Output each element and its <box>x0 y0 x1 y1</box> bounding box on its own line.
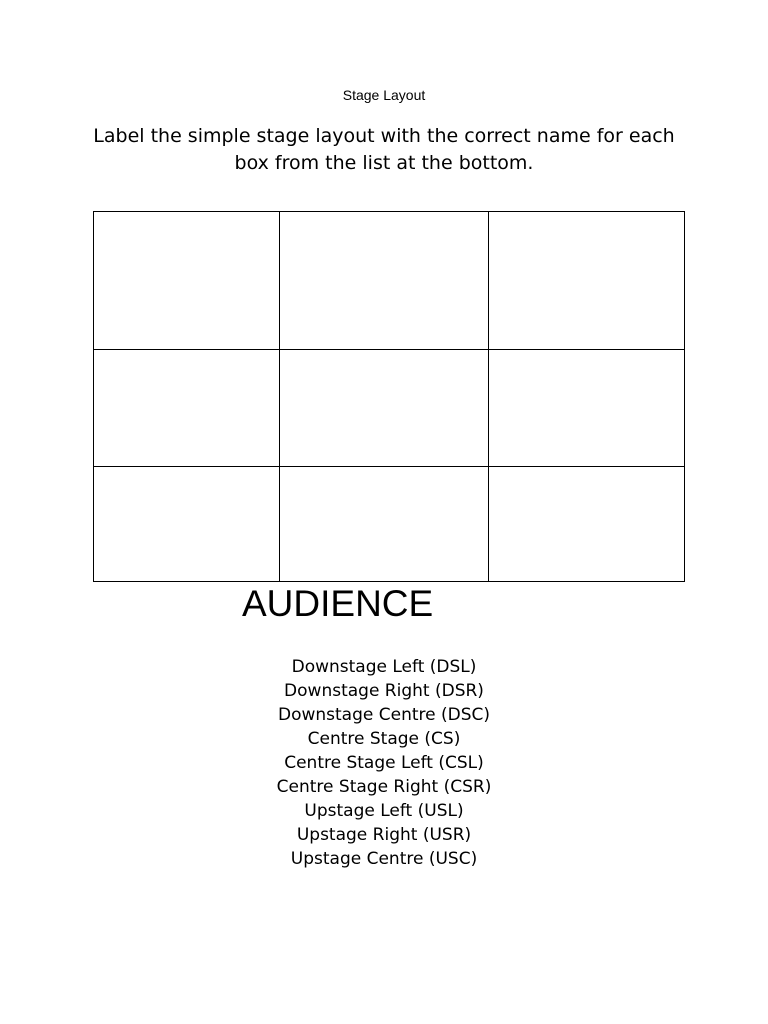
stage-box-row3-col3 <box>489 467 684 581</box>
list-item: Upstage Right (USR) <box>296 825 472 845</box>
list-item: Upstage Centre (USC) <box>290 849 478 869</box>
stage-box-row1-col2 <box>280 212 489 350</box>
stage-terms-list <box>0 655 768 871</box>
stage-layout-grid <box>93 211 685 582</box>
instructions-line-2: box from the list at the bottom. <box>234 152 534 174</box>
list-item: Centre Stage Left (CSL) <box>284 753 484 773</box>
instructions-text <box>84 123 684 177</box>
list-item: Upstage Left (USL) <box>304 801 464 821</box>
stage-box-row2-col2 <box>280 350 489 467</box>
list-item: Downstage Centre (DSC) <box>277 705 491 725</box>
audience-label: AUDIENCE <box>242 583 434 624</box>
stage-box-row3-col2 <box>280 467 489 581</box>
stage-box-row1-col3 <box>489 212 684 350</box>
list-item: Downstage Right (DSR) <box>284 681 484 701</box>
stage-box-row2-col3 <box>489 350 684 467</box>
instructions-line-1: Label the simple stage layout with the correct name for each <box>93 125 675 147</box>
list-item: Downstage Left (DSL) <box>291 657 477 677</box>
page-title: Stage Layout <box>342 87 426 103</box>
list-item: Centre Stage Right (CSR) <box>276 777 492 797</box>
stage-box-row2-col1 <box>94 350 280 467</box>
stage-box-row3-col1 <box>94 467 280 581</box>
stage-box-row1-col1 <box>94 212 280 350</box>
list-item: Centre Stage (CS) <box>307 729 461 749</box>
